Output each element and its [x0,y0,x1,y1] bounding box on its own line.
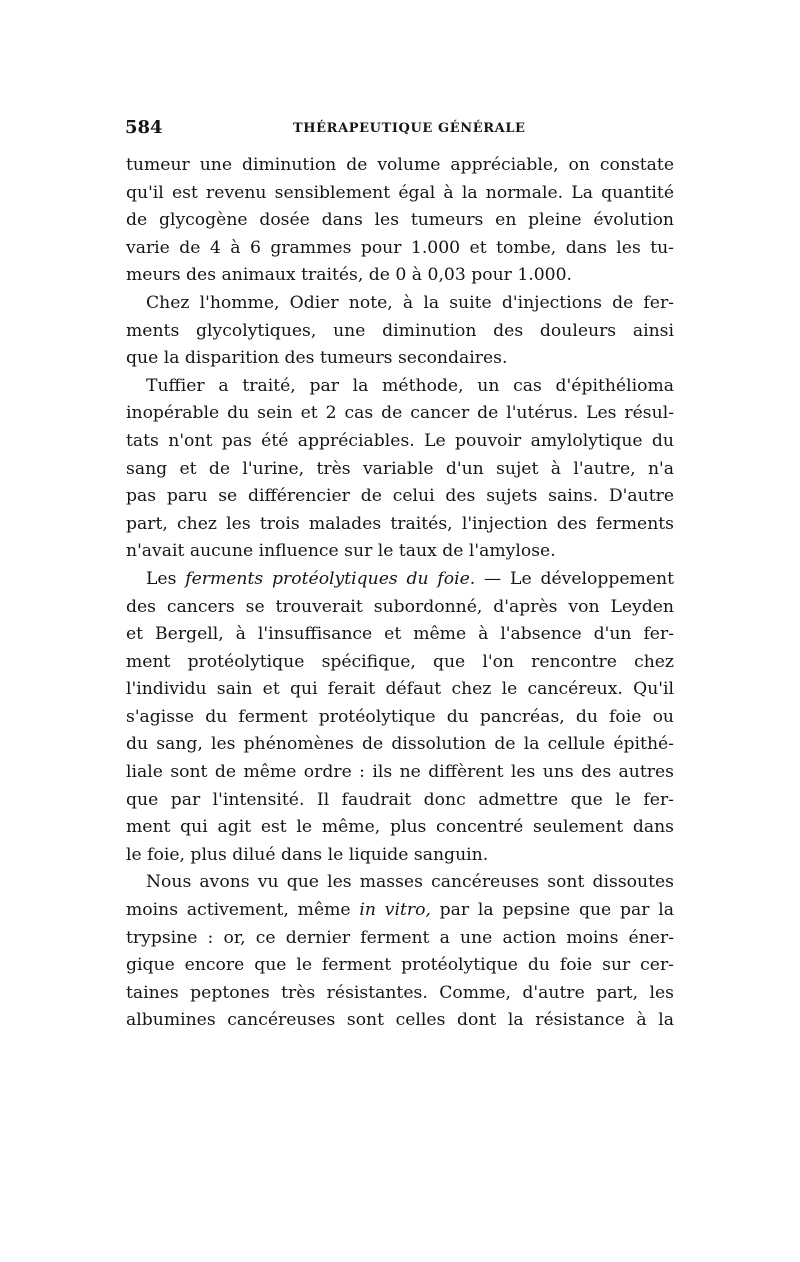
text-line: le foie, plus dilué dans le liquide sanguin. [126,844,489,865]
text-line: des cancers se trouverait subordonné, d'après von Leyden [126,596,674,617]
text-line: l'individu sain et qui ferait défaut chez le cancéreux. Qu'il [126,679,674,700]
text-line: gique encore que le ferment protéolytique du foie sur cer- [126,955,674,976]
line-rest: par la pepsine que par la [430,900,674,921]
text-line: s'agisse du ferment protéolytique du pancréas, du foie ou [126,706,674,727]
text-line: ment qui agit est le même, plus concentré seulement dans [126,817,674,838]
body-text [126,152,674,1035]
text-line: pas paru se différencier de celui des sujets sains. D'autre [126,486,674,507]
italic-subheading: ferments protéolytiques du foie. [185,568,476,589]
text-line: n'avait aucune influence sur le taux de l'amylose. [126,541,556,562]
page-number: 584 [125,117,163,138]
text-line [126,897,674,925]
text-line: tumeur une diminution de volume appréciable, on constate [126,155,674,175]
text-line: albumines cancéreuses sont celles dont la résistance à la [126,1010,674,1031]
text-line: de glycogène dosée dans les tumeurs en pleine évolution [126,210,674,231]
line-lead: Nous avons vu que les masses cancéreuses sont dissoutes [146,872,674,893]
text-line: que par l'intensité. Il faudrait donc admettre que le fer- [126,789,674,810]
text-line: tats n'ont pas été appréciables. Le pouvoir amylolytique du [126,430,674,451]
running-title: THÉRAPEUTIQUE GÉNÉRALE [293,121,526,136]
text-line: et Bergell, à l'insuffisance et même à l'absence d'un fer- [126,624,674,645]
paragraph-start-line [126,869,674,897]
text-line: du sang, les phénomènes de dissolution de la cellule épithé- [126,734,674,755]
text-line: part, chez les trois malades traités, l'injection des ferments [126,513,674,534]
text-line: taines peptones très résistantes. Comme, d'autre part, les [126,982,674,1003]
text-line: inopérable du sein et 2 cas de cancer de l'utérus. Les résul- [126,403,674,424]
line-rest: — Le développement [475,568,674,589]
text-line: liale sont de même ordre : ils ne diffèrent les uns des autres [126,762,674,783]
line-lead: Les [146,568,186,589]
running-head [125,116,675,140]
paragraph-start-line: Chez l'homme, Odier note, à la suite d'injections de fer- [146,292,674,313]
text-line: ments glycolytiques, une diminution des douleurs ainsi [126,320,674,341]
text-line: que la disparition des tumeurs secondaires. [126,348,508,369]
text-line: trypsine : or, ce dernier ferment a une action moins éner- [126,927,674,948]
section-heading-line [126,566,674,594]
text-line: varie de 4 à 6 grammes pour 1.000 et tombe, dans les tu- [126,237,674,258]
text-line: ment protéolytique spécifique, que l'on rencontre chez [126,651,674,672]
line-lead: moins activement, même [126,900,360,921]
paragraph-start-line: Tuffier a traité, par la méthode, un cas d'épithélioma [146,375,674,396]
text-line: meurs des animaux traités, de 0 à 0,03 pour 1.000. [126,265,573,286]
in-vitro-italic: in vitro, [359,900,431,921]
text-line: sang et de l'urine, très variable d'un sujet à l'autre, n'a [126,458,674,479]
text-line: qu'il est revenu sensiblement égal à la normale. La quantité [126,182,674,203]
